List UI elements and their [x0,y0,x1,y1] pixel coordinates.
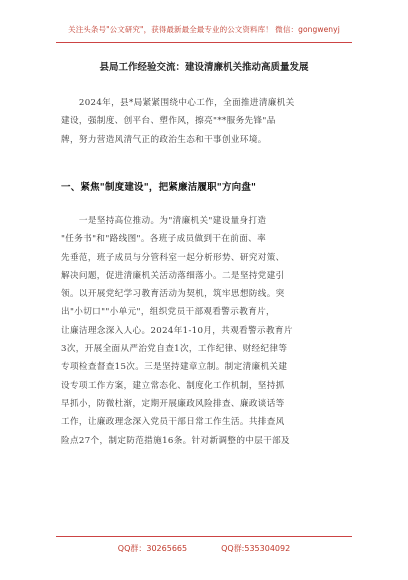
footer-qq-group-2: QQ群:535304092 [221,544,291,553]
body-line: 早抓小，防微杜渐，定期开展廉政风险排查、廉政谈话等 [61,398,285,409]
intro-line: 2024年，县*局紧紧围绕中心工作，全面推进清廉机关 [61,98,295,108]
body-line: 出"小切口""小单元"，组织党员干部观看警示教育片， [61,307,275,318]
document-title: 县局工作经验交流：建设清廉机关推动高质量发展 [99,62,309,73]
header-banner: 关注头条号"公文研究"，获得最新最全最专业的公文资料库！ 微信：gongwenyj [68,25,340,34]
body-line: 专项检查督查15次。三是坚持建章立制。制定清廉机关建 [61,362,288,373]
body-line: 解决问题，促进清廉机关活动落细落小。二是坚持党建引 [61,270,285,281]
body-line: 让廉洁理念深入人心。2024年1-10月，共观看警示教育片 [61,325,293,336]
intro-paragraph [61,94,350,149]
body-line: 一是坚持高位推动。为"清廉机关"建设量身打造 [61,216,267,226]
body-line: "任务书"和"路线图"。各班子成员做到干在前面、率 [61,234,267,245]
body-line: 工作，让廉政理念深入党员干部日常工作生活。共排查风 [61,417,285,428]
body-line: 险点27个，制定防范措施16条。针对新调整的中层干部及 [61,435,290,446]
header-divider [56,42,352,43]
footer-contact [0,543,408,554]
intro-line: 建设，强制度、创平台、塑作风，擦亮"**服务先锋"品 [61,116,276,127]
body-line: 领。以开展党纪学习教育活动为契机，筑牢思想防线。突 [61,289,285,300]
body-line: 设专项工作方案，建立常态化、制度化工作机制，坚持抓 [61,380,285,391]
footer-divider [56,536,352,537]
body-paragraph [61,212,350,450]
body-line: 先垂范，班子成员与分管科室一起分析形势、研究对策、 [61,252,285,263]
footer-qq-group-1: QQ群：30265665 [117,544,188,553]
body-line: 3次，开展全面从严治党自查1次，工作纪律、财经纪律等 [61,344,288,355]
intro-line: 牌，努力营造风清气正的政治生态和干事创业环境。 [61,134,267,145]
section-heading: 一、紧焦"制度建设"，把紧廉洁履职"方向盘" [61,182,257,193]
